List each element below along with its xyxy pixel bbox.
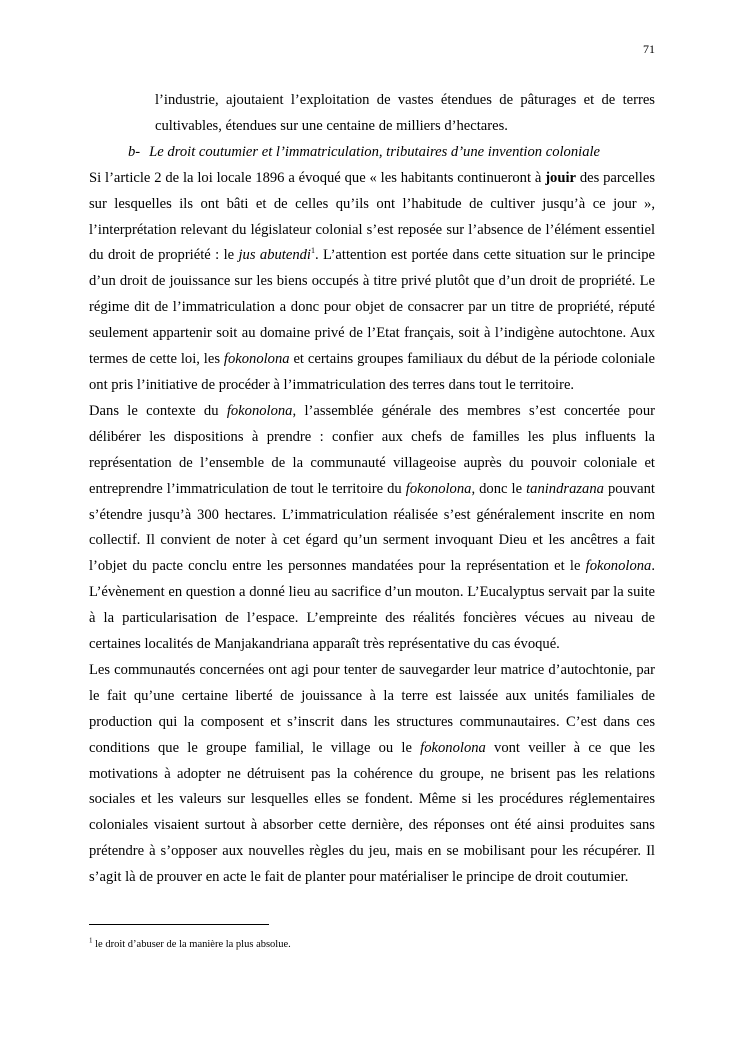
text-run: des parcelles sur lesquelles ils ont bâti et de celles qu’ils ont l’habitude de cultiver jusqu’à ce jour », l’interprétation relevant du législateur colonial s’est reposée sur l’absence de l’élément essentiel du droit de propriété : le	[89, 169, 655, 264]
text-run: , l’assemblée générale des membres s’est concertée pour délibérer les dispositions à prendre : confier aux chefs de familles les plus influents la représentation de l’ensemble de la communauté villageoise auprès du pouvoir coloniale et entreprendre l’immatriculation de tout le territoire du	[89, 402, 655, 497]
italic-term: fokonolona	[420, 739, 486, 756]
intro-paragraph: l’industrie, ajoutaient l’exploitation de vastes étendues de pâturages et de terres cultivables, étendues sur une centaine de milliers d’hectares.	[155, 92, 655, 134]
italic-term: fokonolona	[223, 351, 290, 368]
text-run: et certains groupes familiaux du début de la période coloniale ont pris l’initiative de procéder à l’immatriculation des terres dans tout le territoire.	[89, 351, 655, 393]
section-heading	[89, 140, 655, 166]
footnote-number: 1	[89, 936, 93, 945]
text-run: , donc le	[471, 480, 527, 497]
bold-term: jouir	[545, 169, 576, 186]
section-heading-title: Le droit coutumier et l’immatriculation, tributaires d’une invention coloniale	[149, 143, 601, 160]
paragraph-fokonolona-context	[89, 399, 655, 658]
italic-term: tanindrazana	[526, 480, 604, 497]
footnote-text: le droit d’abuser de la manière la plus absolue.	[92, 939, 291, 950]
text-run: . L’évènement en question a donné lieu au sacrifice d’un mouton. L’Eucalyptus servait par la suite à la particularisation de l’espace. L’empreinte des réalités foncières vécues au niveau de certaines localités de Manjakandriana apparaît très représentative du cas évoqué.	[89, 558, 655, 653]
footnote-reference: 1	[310, 246, 315, 256]
text-run: Les communautés concernées ont agi pour tenter de sauvegarder leur matrice d’autochtonie, par le fait qu’une certaine liberté de jouissance à la terre est laissée aux unités familiales de production qui la composent et s’inscrit dans les structures communautaires. C’est dans ces conditions que le groupe familial, le village ou le	[89, 661, 655, 756]
paragraph-communities	[89, 658, 655, 891]
text-run: Si l’article 2 de la loi locale 1896 a évoqué que « les habitants continueront à	[89, 169, 546, 186]
footnote	[89, 938, 291, 952]
italic-term: fokonolona	[226, 402, 293, 419]
paragraph-immatriculation-law	[89, 166, 655, 399]
page-number: 71	[643, 42, 655, 56]
text-run: pouvant s’étendre jusqu’à 300 hectares. L’immatriculation réalisée s’est généralement inscrite en nom collectif. Il convient de noter à cet égard qu’un serment invoquant Dieu et les ancêtres a fait l’objet du pacte conclu entre les personnes mandatées pour la représentation et le	[89, 480, 655, 575]
footnote-divider	[89, 924, 269, 925]
page-body	[89, 88, 655, 891]
text-run: . L’attention est portée dans cette situation sur le principe d’un droit de jouissance sur les biens occupés à titre privé plutôt que d’un droit de propriété. Le régime dit de l’immatriculation a donc pour objet de consacrer par un titre de propriété, réputé seulement appartenir soit au domaine privé de l’Etat français, soit à l’indigène autochtone. Aux termes de cette loi, les	[89, 247, 655, 368]
text-run: Dans le contexte du	[89, 402, 227, 419]
italic-term: fokonolona	[405, 480, 472, 497]
italic-term: fokonolona	[585, 558, 652, 575]
text-run: vont veiller à ce que les motivations à adopter ne détruisent pas la cohérence du groupe, ne brisent pas les relations sociales et les valeurs sur lesquelles elles se fondent. Même si les procédures réglementaires coloniales visaient surtout à absorber cette dernière, des réponses ont été ainsi produites sans prétendre à s’opposer aux nouvelles règles du jeu, mais en se mobilisant pour les récupérer. Il s’agit là de prouver en acte le fait de planter pour matérialiser le principe de droit coutumier.	[89, 739, 655, 886]
section-heading-label: b-	[128, 143, 141, 160]
italic-term: jus abutendi	[238, 247, 311, 264]
